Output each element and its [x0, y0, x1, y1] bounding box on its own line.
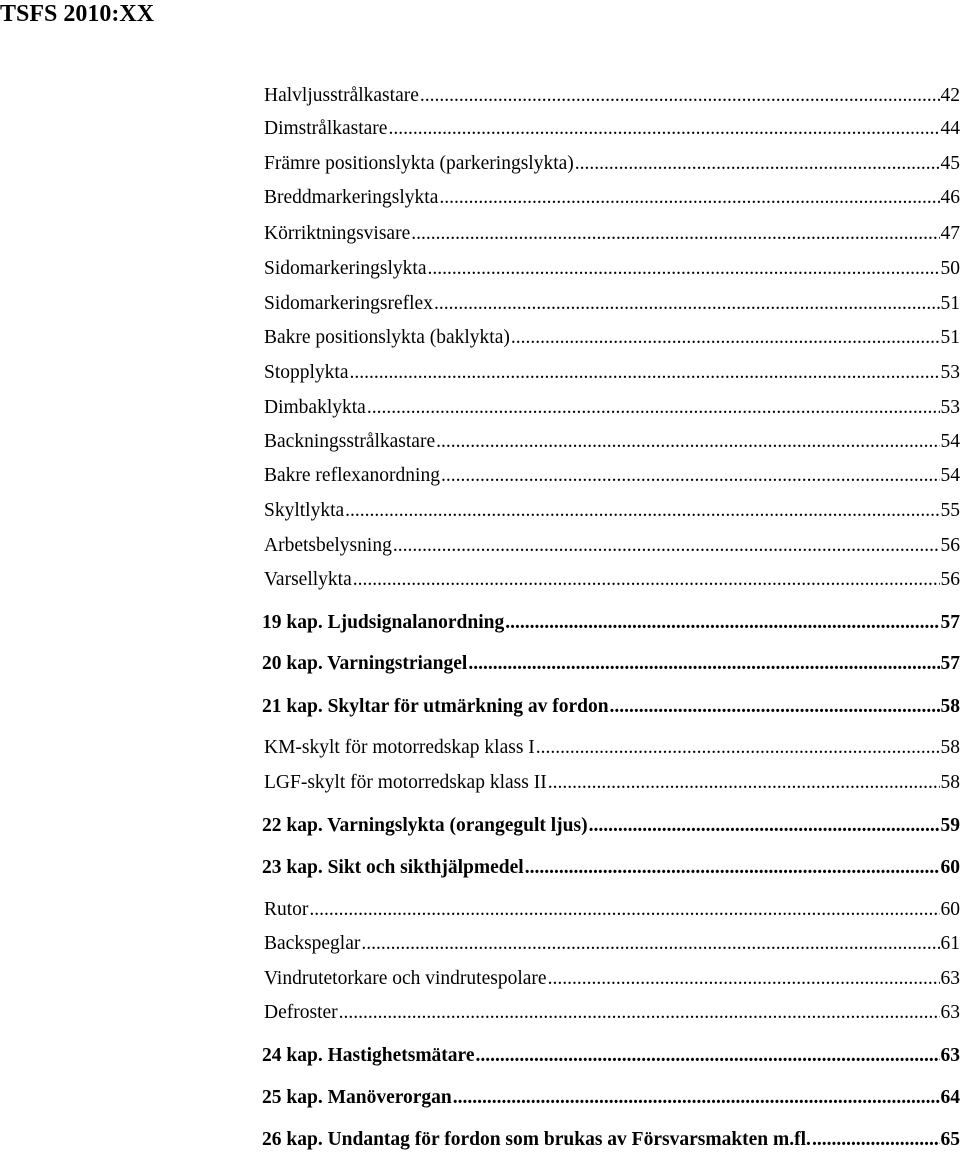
toc-section-entry[interactable]: [264, 930, 960, 958]
toc-section-entry[interactable]: [264, 394, 960, 422]
toc-dot-leader: [505, 609, 939, 637]
toc-dot-leader: [427, 255, 939, 283]
toc-entry-title: Sidomarkeringsreflex: [264, 293, 433, 314]
toc-dot-leader: [367, 394, 940, 422]
toc-dot-leader: [353, 566, 940, 594]
toc-dot-leader: [436, 428, 939, 456]
toc-entry-title: Stopplykta: [264, 362, 349, 383]
toc-entry-title: 25 kap. Manöverorgan: [262, 1087, 452, 1108]
toc-chapter-entry[interactable]: [262, 1042, 960, 1070]
toc-entry-title: Bakre reflexanordning: [264, 465, 440, 486]
toc-entry-title: KM-skylt för motorredskap klass I: [264, 737, 535, 758]
toc-section-entry[interactable]: [264, 462, 960, 490]
toc-section-entry[interactable]: [264, 428, 960, 456]
toc-dot-leader: [453, 1084, 940, 1112]
toc-page-number: 53: [940, 362, 960, 383]
toc-dot-leader: [548, 965, 940, 993]
toc-chapter-entry[interactable]: [262, 609, 960, 637]
toc-dot-leader: [309, 896, 939, 924]
toc-page-number: 47: [940, 223, 960, 244]
toc-page-number: 64: [940, 1087, 960, 1108]
toc-entry-title: Halvljusstrålkastare: [264, 85, 419, 106]
toc-dot-leader: [361, 930, 939, 958]
toc-section-entry[interactable]: [264, 150, 960, 178]
toc-entry-title: 19 kap. Ljudsignalanordning: [262, 612, 505, 633]
toc-section-entry[interactable]: [264, 115, 960, 143]
toc-page-number: 56: [940, 535, 960, 556]
document-header: TSFS 2010:XX: [0, 1, 155, 27]
toc-dot-leader: [345, 497, 939, 525]
toc-page-number: 56: [940, 569, 960, 590]
toc-chapter-entry[interactable]: [262, 854, 960, 882]
toc-dot-leader: [812, 1126, 940, 1154]
toc-dot-leader: [548, 769, 940, 797]
toc-entry-title: Backningsstrålkastare: [264, 431, 436, 452]
toc-section-entry[interactable]: [264, 290, 960, 318]
toc-section-entry[interactable]: [264, 769, 960, 797]
toc-dot-leader: [589, 812, 940, 840]
toc-page-number: 58: [940, 696, 960, 717]
toc-section-entry[interactable]: [264, 532, 960, 560]
toc-entry-title: 20 kap. Varningstriangel: [262, 653, 468, 674]
toc-entry-title: 24 kap. Hastighetsmätare: [262, 1045, 475, 1066]
toc-dot-leader: [575, 150, 940, 178]
toc-section-entry[interactable]: [264, 566, 960, 594]
toc-dot-leader: [393, 532, 940, 560]
toc-page-number: 57: [940, 653, 960, 674]
toc-page-number: 58: [940, 772, 960, 793]
toc-section-entry[interactable]: [264, 255, 960, 283]
toc-page-number: 57: [940, 612, 960, 633]
toc-dot-leader: [525, 854, 940, 882]
toc-dot-leader: [476, 1042, 940, 1070]
toc-section-entry[interactable]: [264, 184, 960, 212]
toc-section-entry[interactable]: [264, 965, 960, 993]
toc-page-number: 55: [940, 500, 960, 521]
toc-entry-title: 21 kap. Skyltar för utmärkning av fordon: [262, 696, 609, 717]
toc-dot-leader: [388, 115, 939, 143]
toc-page-number: 60: [940, 857, 960, 878]
toc-entry-title: Varsellykta: [264, 569, 352, 590]
toc-section-entry[interactable]: [264, 734, 960, 762]
toc-dot-leader: [441, 462, 940, 490]
toc-entry-title: Körriktningsvisare: [264, 223, 411, 244]
toc-entry-title: Breddmarkeringslykta: [264, 187, 439, 208]
toc-chapter-entry[interactable]: [262, 693, 960, 721]
toc-entry-title: Backspeglar: [264, 933, 361, 954]
toc-entry-title: Vindrutetorkare och vindrutespolare: [264, 968, 547, 989]
toc-page-number: 53: [940, 397, 960, 418]
toc-entry-title: Dimstrålkastare: [264, 118, 388, 139]
toc-dot-leader: [610, 693, 940, 721]
toc-chapter-entry[interactable]: [262, 1084, 960, 1112]
toc-dot-leader: [339, 999, 940, 1027]
toc-page-number: 63: [940, 1002, 960, 1023]
toc-entry-title: Dimbaklykta: [264, 397, 366, 418]
toc-section-entry[interactable]: [264, 497, 960, 525]
toc-chapter-entry[interactable]: [262, 1126, 960, 1154]
toc-entry-title: 26 kap. Undantag för fordon som brukas av Försvarsmakten m.fl.: [262, 1129, 811, 1150]
toc-page-number: 59: [940, 815, 960, 836]
toc-entry-title: Bakre positionslykta (baklykta): [264, 327, 510, 348]
toc-section-entry[interactable]: [264, 324, 960, 352]
toc-entry-title: 23 kap. Sikt och sikthjälpmedel: [262, 857, 524, 878]
toc-section-entry[interactable]: [264, 896, 960, 924]
toc-page-number: 65: [940, 1129, 960, 1150]
toc-dot-leader: [439, 184, 939, 212]
toc-page-number: 58: [940, 737, 960, 758]
toc-page-number: 61: [940, 933, 960, 954]
toc-entry-title: Defroster: [264, 1002, 338, 1023]
toc-entry-title: 22 kap. Varningslykta (orangegult ljus): [262, 815, 588, 836]
toc-entry-title: Arbetsbelysning: [264, 535, 392, 556]
toc-page-number: 45: [940, 153, 960, 174]
toc-section-entry[interactable]: [264, 82, 960, 110]
toc-dot-leader: [420, 82, 940, 110]
toc-page-number: 54: [940, 431, 960, 452]
toc-page-number: 54: [940, 465, 960, 486]
toc-page-number: 46: [940, 187, 960, 208]
toc-dot-leader: [411, 220, 939, 248]
toc-dot-leader: [468, 650, 939, 678]
toc-page-number: 42: [940, 85, 960, 106]
toc-entry-title: LGF-skylt för motorredskap klass II: [264, 772, 547, 793]
toc-chapter-entry[interactable]: [262, 812, 960, 840]
toc-dot-leader: [536, 734, 940, 762]
toc-page-number: 63: [940, 1045, 960, 1066]
toc-page-number: 51: [940, 327, 960, 348]
toc-entry-title: Sidomarkeringslykta: [264, 258, 427, 279]
toc-page-number: 50: [940, 258, 960, 279]
toc-dot-leader: [350, 359, 940, 387]
toc-page-number: 60: [940, 899, 960, 920]
toc-section-entry[interactable]: [264, 999, 960, 1027]
toc-chapter-entry[interactable]: [262, 650, 960, 678]
toc-page-number: 44: [940, 118, 960, 139]
toc-page-number: 63: [940, 968, 960, 989]
toc-dot-leader: [511, 324, 940, 352]
toc-entry-title: Främre positionslykta (parkeringslykta): [264, 153, 574, 174]
toc-section-entry[interactable]: [264, 220, 960, 248]
toc-entry-title: Skyltlykta: [264, 500, 345, 521]
toc-page-number: 51: [940, 293, 960, 314]
toc-entry-title: Rutor: [264, 899, 309, 920]
toc-section-entry[interactable]: [264, 359, 960, 387]
toc-dot-leader: [434, 290, 940, 318]
